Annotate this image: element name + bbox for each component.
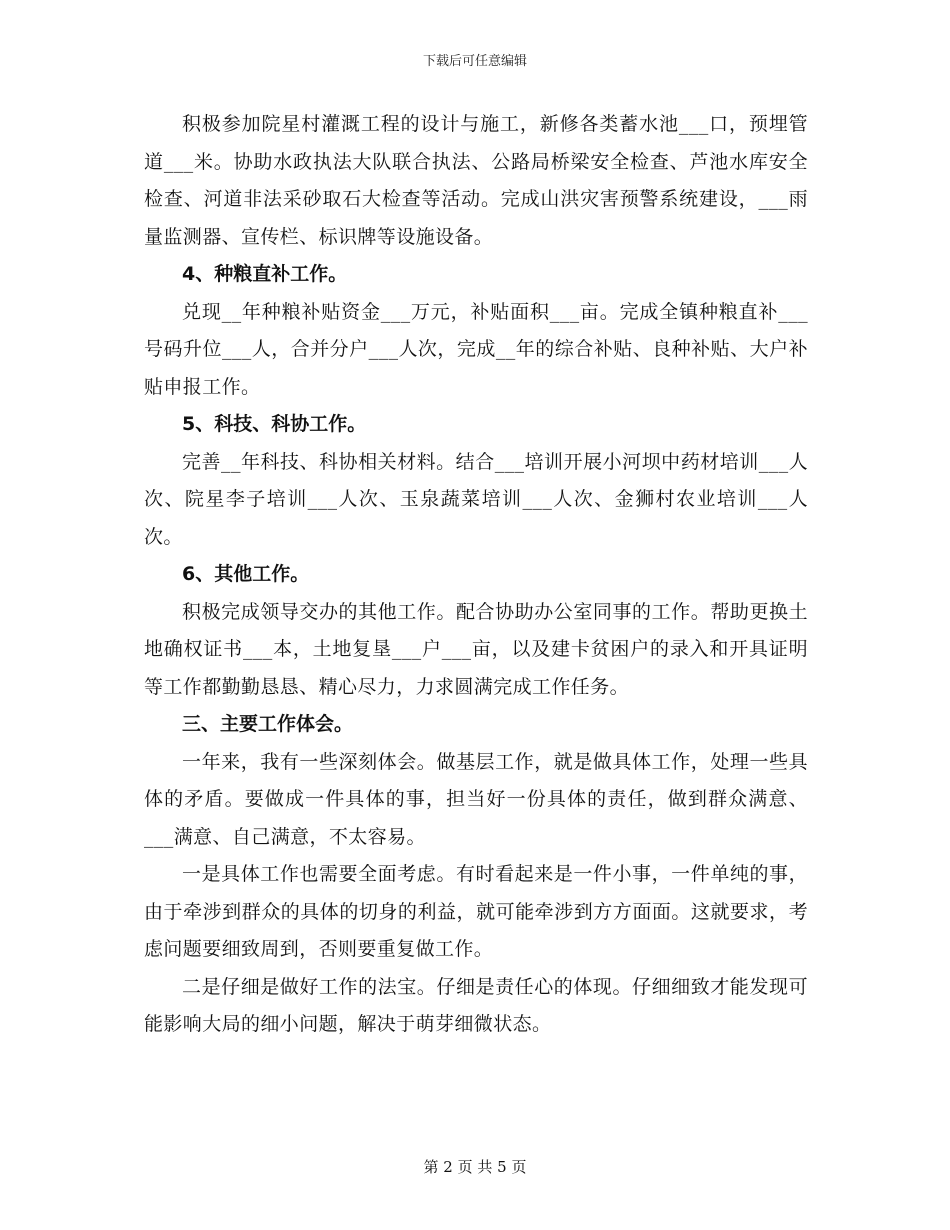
paragraph-grain-subsidy: 兑现__年种粮补贴资金___万元，补贴面积___亩。完成全镇种粮直补___号码升位___人，合并分户___人次，完成__年的综合补贴、良种补贴、大户补贴申报工作。 [144,300,808,398]
paragraph-experience-one: 一是具体工作也需要全面考虑。有时看起来是一件小事，一件单纯的事，由于牵涉到群众的具体的切身的利益，就可能牵涉到方方面面。这就要求，考虑问题要细致周到，否则要重复做工作。 [144,863,808,960]
paragraph-science-tech: 完善__年科技、科协相关材料。结合___培训开展小河坝中药材培训___人次、院星李子培训___人次、玉泉蔬菜培训___人次、金狮村农业培训___人次。 [144,450,808,548]
paragraph-irrigation: 积极参加院星村灌溉工程的设计与施工，新修各类蓄水池___口，预埋管道___米。协助水政执法大队联合执法、公路局桥梁安全检查、芦池水库安全检查、河道非法采砂取石大检查等活动。完成山洪灾害预警系统建设，___雨量监测器、宣传栏、标识牌等设施设备。 [144,113,808,248]
page-header: 下载后可任意编辑 [422,54,527,69]
page-footer: 第 2 页 共 5 页 [423,1158,527,1176]
heading-grain-subsidy: 4、种粮直补工作。 [182,263,348,285]
heading-other-work: 6、其他工作。 [182,563,310,585]
heading-work-experience: 三、主要工作体会。 [182,713,354,735]
paragraph-experience-intro: 一年来，我有一些深刻体会。做基层工作，就是做具体工作，处理一些具体的矛盾。要做成一件具体的事，担当好一份具体的责任，做到群众满意、___满意、自己满意，不太容易。 [144,750,808,848]
paragraph-experience-two: 二是仔细是做好工作的法宝。仔细是责任心的体现。仔细细致才能发现可能影响大局的细小问题，解决于萌芽细微状态。 [144,975,808,1035]
heading-science-tech: 5、科技、科协工作。 [182,413,367,435]
document-body [144,106,808,1044]
paragraph-other-work: 积极完成领导交办的其他工作。配合协助办公室同事的工作。帮助更换土地确权证书___本，土地复垦___户___亩，以及建卡贫困户的录入和开具证明等工作都勤勤恳恳、精心尽力，力求圆满完成工作任务。 [144,600,808,698]
